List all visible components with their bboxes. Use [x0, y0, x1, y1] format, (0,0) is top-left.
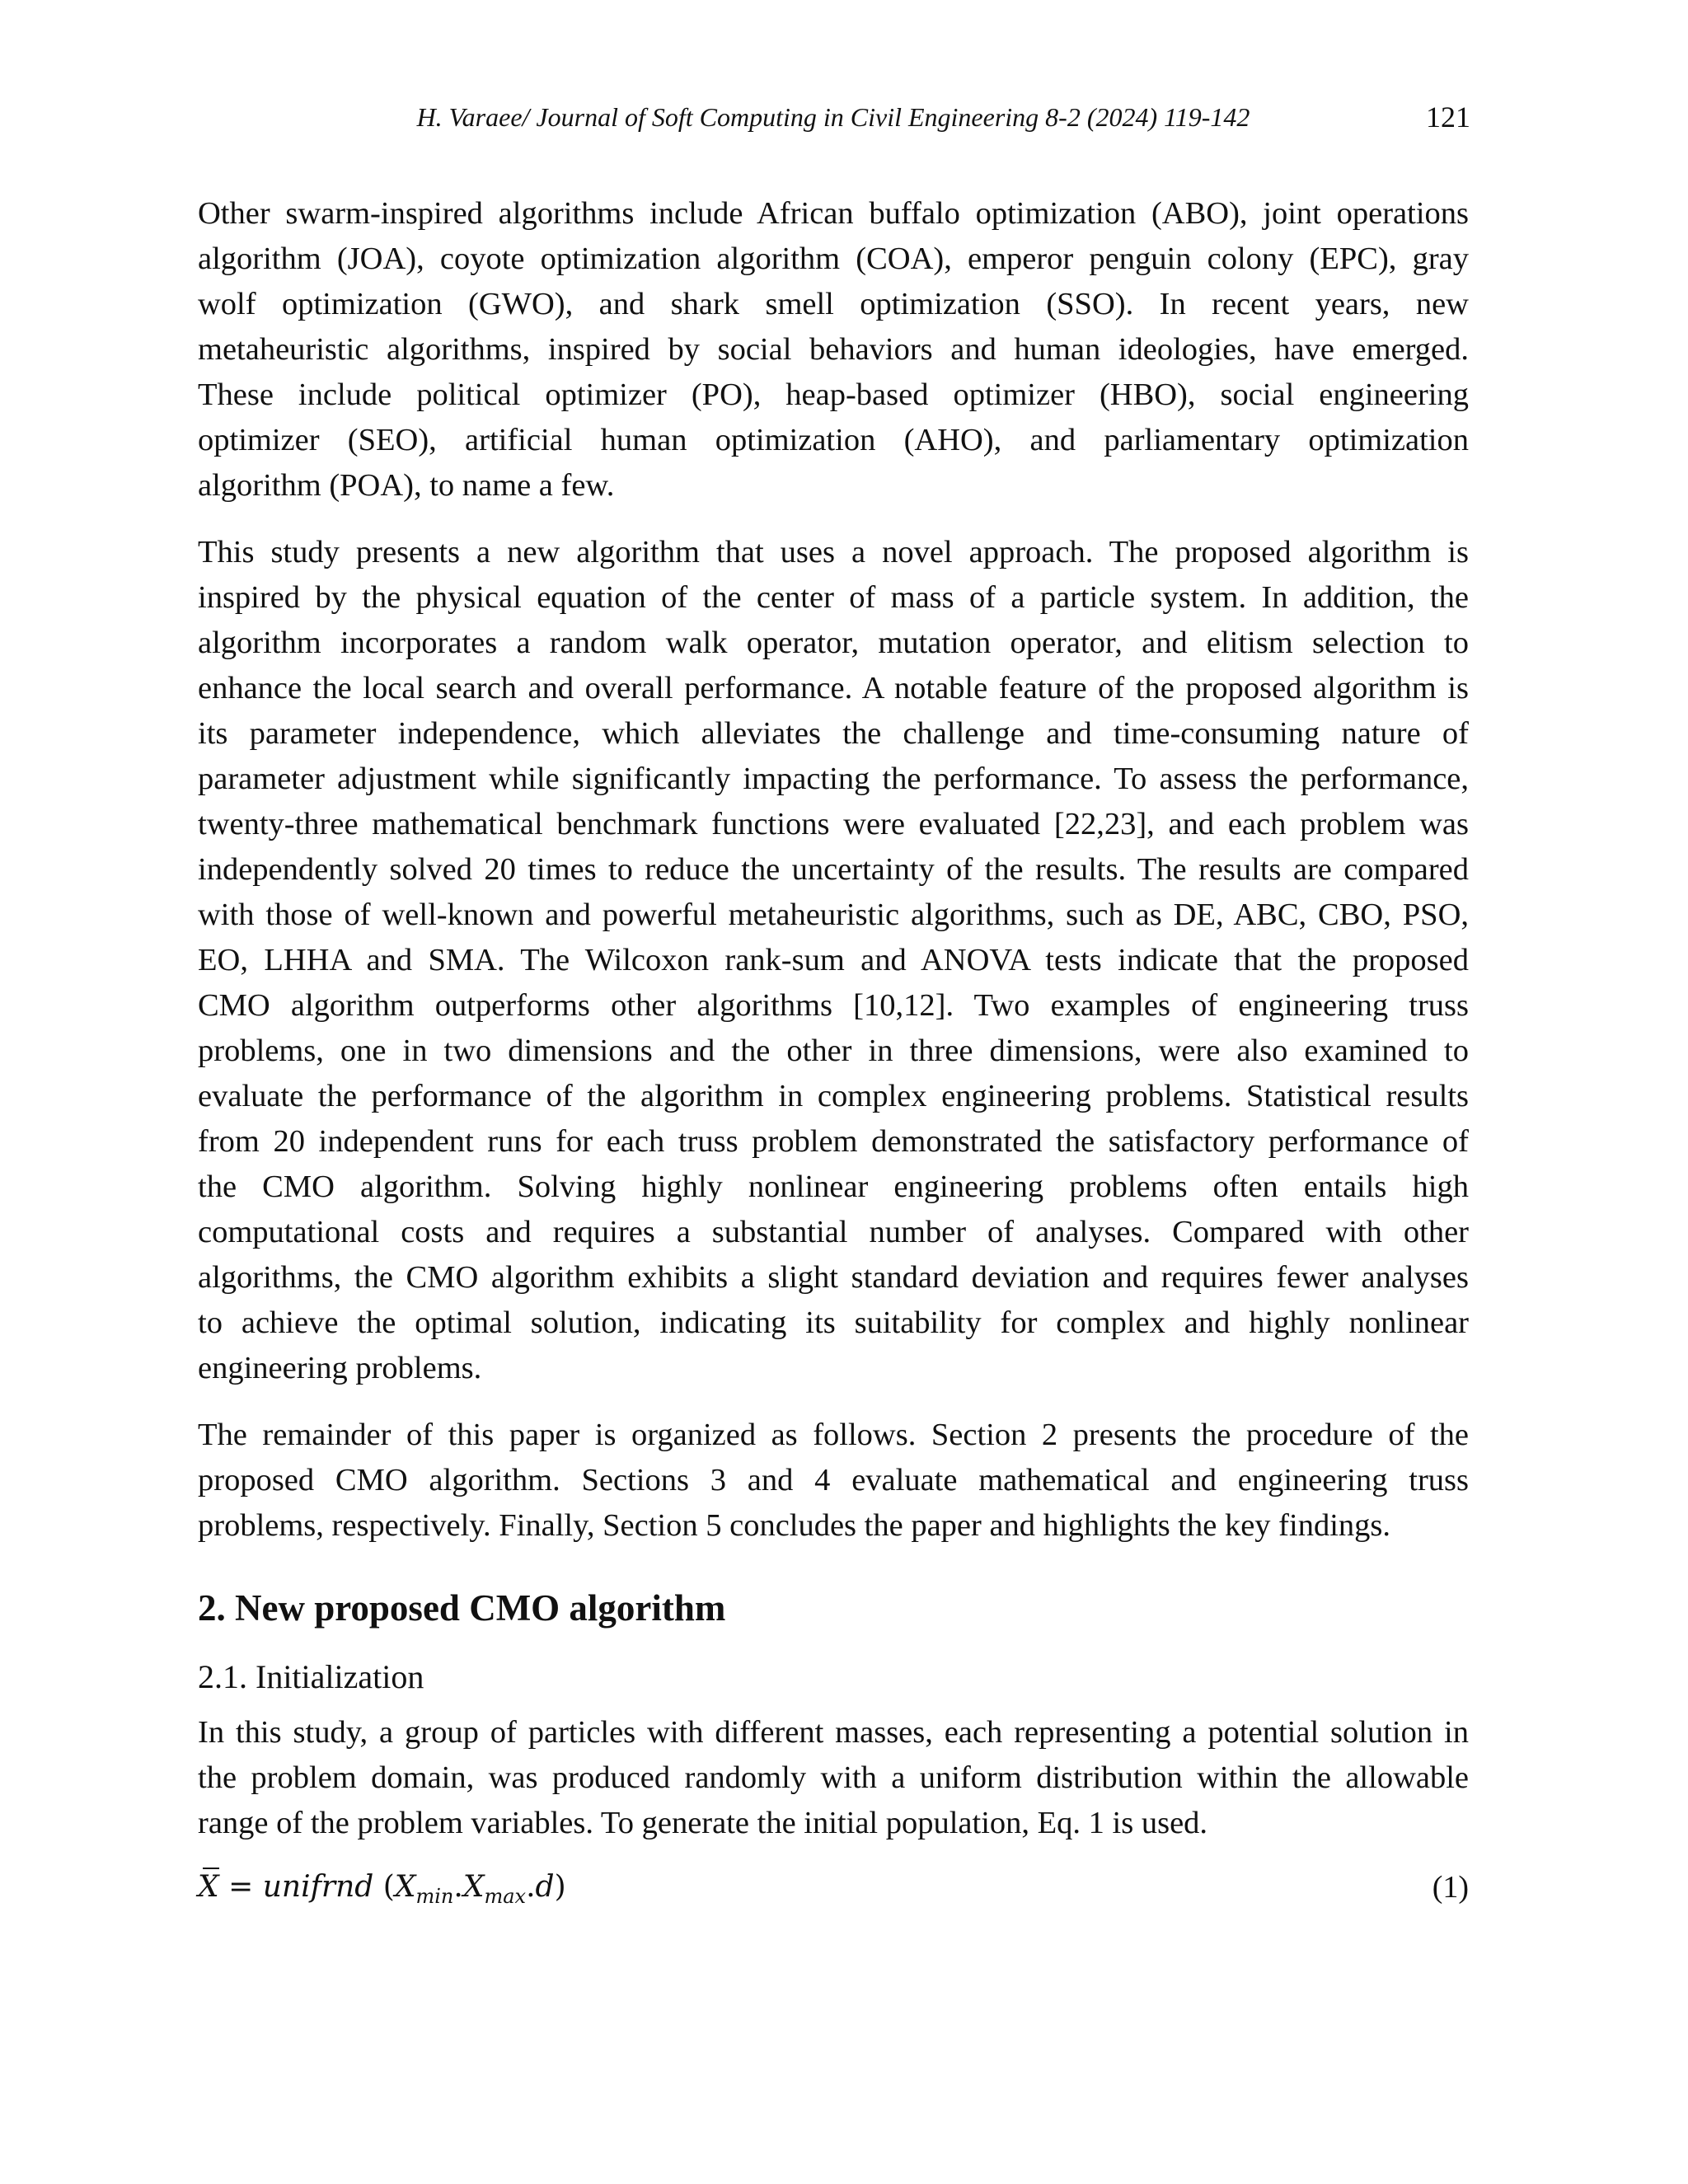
text-line: computational costs and requires a substantial number of analyses. Compared with other: [198, 1215, 1469, 1249]
text-line: to achieve the optimal solution, indicating its suitability for complex and highly nonlinear: [198, 1305, 1469, 1340]
subsection-heading: 2.1. Initialization: [198, 1658, 424, 1695]
journal-citation: H. Varaee/ Journal of Soft Computing in Civil Engineering 8-2 (2024) 119-142: [416, 102, 1250, 132]
text-line: parameter adjustment while significantly impacting the performance. To assess the performance,: [198, 762, 1469, 796]
text-line: independently solved 20 times to reduce the uncertainty of the results. The results are compared: [198, 852, 1469, 887]
function-name: unifrnd: [262, 1870, 374, 1904]
paragraph-paper-organization: [198, 1413, 1469, 1549]
text-line: evaluate the performance of the algorithm in complex engineering problems. Statistical results: [198, 1079, 1469, 1113]
text-line: its parameter independence, which alleviates the challenge and time-consuming nature of: [198, 716, 1469, 751]
x-bar-symbol: X: [198, 1863, 219, 1912]
text-line: optimizer (SEO), artificial human optimization (AHO), and parliamentary optimization: [198, 423, 1469, 457]
text-line: CMO algorithm outperforms other algorithms [10,12]. Two examples of engineering truss: [198, 988, 1469, 1023]
min-subscript: min: [415, 1885, 454, 1908]
text-line: range of the problem variables. To generate the initial population, Eq. 1 is used.: [198, 1806, 1208, 1840]
equation-1: [198, 1863, 566, 1921]
text-line: In this study, a group of particles with different masses, each representing a potential solution in: [198, 1715, 1469, 1750]
text-line: algorithm (JOA), coyote optimization algorithm (COA), emperor penguin colony (EPC), gray: [198, 241, 1469, 276]
text-line: Other swarm-inspired algorithms include African buffalo optimization (ABO), joint operations: [198, 196, 1469, 231]
section-heading: 2. New proposed CMO algorithm: [198, 1587, 726, 1629]
text-line: engineering problems.: [198, 1351, 482, 1385]
text-line: wolf optimization (GWO), and shark smell optimization (SSO). In recent years, new: [198, 287, 1469, 321]
text-line: inspired by the physical equation of the center of mass of a particle system. In addition, the: [198, 580, 1469, 615]
text-line: with those of well-known and powerful metaheuristic algorithms, such as DE, ABC, CBO, PSO,: [198, 898, 1469, 932]
paragraph-study-overview: [198, 530, 1469, 1391]
text-line: algorithm incorporates a random walk operator, mutation operator, and elitism selection to: [198, 626, 1469, 660]
text-line: twenty-three mathematical benchmark functions were evaluated [22,23], and each problem was: [198, 807, 1469, 841]
text-line: problems, one in two dimensions and the other in three dimensions, were also examined to: [198, 1033, 1469, 1068]
paragraph-swarm-algorithms: [198, 191, 1469, 509]
page-number: 121: [1426, 101, 1470, 134]
text-line: algorithms, the CMO algorithm exhibits a slight standard deviation and requires fewer analyses: [198, 1260, 1469, 1295]
paragraph-initialization: [198, 1710, 1469, 1846]
text-line: enhance the local search and overall performance. A notable feature of the proposed algorithm is: [198, 671, 1469, 705]
dimension-symbol: d: [535, 1870, 555, 1904]
text-line: The remainder of this paper is organized as follows. Section 2 presents the procedure of the: [198, 1418, 1469, 1452]
open-paren: (: [373, 1870, 395, 1904]
text-line: metaheuristic algorithms, inspired by social behaviors and human ideologies, have emerged.: [198, 332, 1469, 367]
running-head: [196, 97, 1470, 137]
text-line: from 20 independent runs for each truss problem demonstrated the satisfactory performance of: [198, 1124, 1469, 1159]
text-line: proposed CMO algorithm. Sections 3 and 4 evaluate mathematical and engineering truss: [198, 1463, 1469, 1497]
x-min-symbol: X: [394, 1870, 416, 1904]
text-line: algorithm (POA), to name a few.: [198, 468, 615, 503]
max-subscript: max: [484, 1885, 527, 1908]
separator-dot: .: [453, 1870, 463, 1904]
text-line: These include political optimizer (PO), heap-based optimizer (HBO), social engineering: [198, 377, 1469, 412]
separator-dot: .: [526, 1870, 536, 1904]
text-line: This study presents a new algorithm that uses a novel approach. The proposed algorithm is: [198, 535, 1469, 569]
equals-sign: =: [218, 1870, 263, 1904]
text-line: the problem domain, was produced randomly with a uniform distribution within the allowable: [198, 1760, 1469, 1795]
text-line: EO, LHHA and SMA. The Wilcoxon rank-sum and ANOVA tests indicate that the proposed: [198, 943, 1469, 977]
body-text: [198, 191, 1469, 1920]
text-line: problems, respectively. Finally, Section 5 concludes the paper and highlights the key findings.: [198, 1508, 1391, 1543]
x-max-symbol: X: [462, 1870, 485, 1904]
equation-row: [198, 1863, 1469, 1920]
equation-number: (1): [1432, 1870, 1469, 1905]
text-line: the CMO algorithm. Solving highly nonlinear engineering problems often entails high: [198, 1169, 1469, 1204]
close-paren: ): [554, 1870, 566, 1904]
